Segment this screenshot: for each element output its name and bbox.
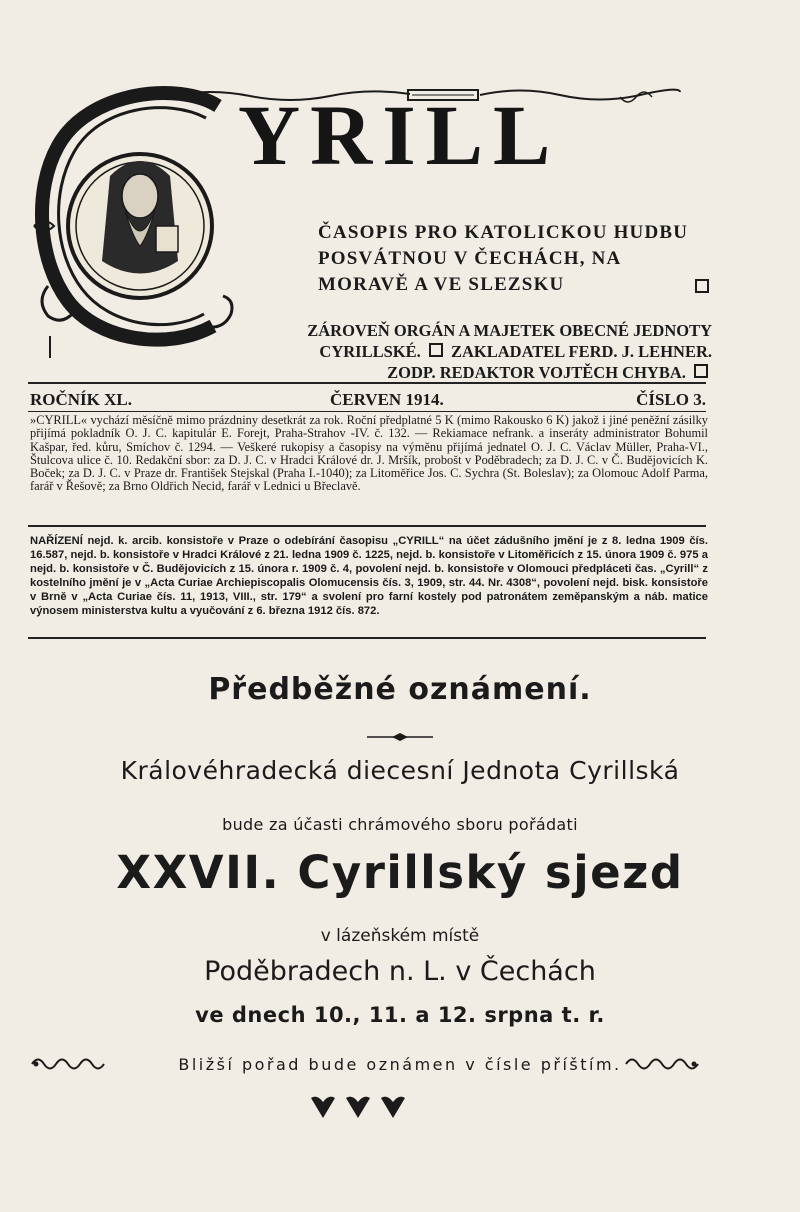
- announcement-line: bude za účasti chrámového sboru pořádati: [222, 815, 578, 834]
- subtitle-line: MORAVĚ A VE SLEZSKU: [318, 272, 713, 298]
- announcement-event: XXVII. Cyrillský sjezd: [116, 846, 684, 899]
- saint-portrait-initial-icon: [28, 86, 243, 358]
- square-ornament-icon: [429, 343, 443, 357]
- divider: [28, 411, 706, 412]
- square-ornament-icon: [694, 364, 708, 378]
- announcement-more-info: Bližší pořad bude oznámen v čísle příštím.: [178, 1055, 622, 1074]
- dash-ornament-icon: [367, 732, 433, 742]
- subscription-info: »CYRILL« vychází měsíčně mimo prázdniny desetkrát za rok. Roční předplatné 5 K (mimo Rakousko 6 K) jakož i jiné peněžní zásilky přijímá pokladník O. J. C. kapitulár E. Forejt, Praha-Strahov -IV. č. 132. — Rekiamace nefrank. a inseráty administrator Bohumil Kašpar, řed. kůru, Smíchov č. 1294. — Veškeré rukopisy a časopisy na výměnu přijímá jednatel O. J. C. Václav Müller, Praha-VI., Štulcova ulice č. 10. Redakční sbor: za D. J. C. v Hradci Králové dr. J. Mršík, probošt v Poděbradech; za D. J. C. v Č. Budějovicích K. Boček; za D. J. C. v Praze dr. František Stejskal (Praha I.-1040); za Litoměřice Jos. C. Sychra (St. Boleslav); za Olomouc Adolf Parma, farář v Řešově; za Brno Oldřich Necid, farář v Lednici u Břeclavě.: [30, 413, 708, 494]
- volume-label: ROČNÍK XL.: [30, 390, 133, 409]
- organ-line: ZODP. REDAKTOR VOJTĚCH CHYBA.: [250, 362, 712, 383]
- divider: [28, 637, 706, 639]
- issue-number: ČÍSLO 3.: [636, 390, 706, 409]
- subtitle-line: ČASOPIS PRO KATOLICKOU HUDBU: [318, 222, 689, 243]
- announcement-organization: Královéhradecká diecesní Jednota Cyrillská: [120, 756, 680, 785]
- square-ornament-icon: [695, 279, 709, 293]
- issue-date: ČERVEN 1914.: [330, 390, 444, 409]
- divider: [28, 525, 706, 527]
- flourish-right-icon: [622, 1053, 700, 1075]
- journal-title: YRILL: [238, 87, 561, 183]
- organ-line: CYRILLSKÉ. ZAKLADATEL FERD. J. LEHNER.: [319, 342, 712, 361]
- consistory-notice: NAŘÍZENÍ nejd. k. arcib. konsistoře v Praze o odebírání časopisu „CYRILL“ na účet zádušního jmění je z 8. ledna 1909 čís. 16.587, nejd. b. konsistoře v Hradci Králové z 21. ledna 1909 č. 1225, nejd. b. konsistoře v Litoměřicích z 15. února 1909 č. 975 a nejd. b. konsistoře v Č. Budějovicích z 15. února r. 1909 č. 4, povolení nejd. b. konsistoře v Olomouci předpláceti čas. „Cyrill“ z kostelního jmění je v „Acta Curiae Archiepiscopalis Olomucensis čís. 3, 1909, str. 44. Nr. 4308“, povolení nejd. bisk. konsistoře v Brně v „Acta Curiae čís. 11, 1913, VIII., str. 179“ a svolení pro farní kostely pod patronátem zeměpanským a náb. matice výnosem ministerstva kultu a vyučování z 6. března 1912 čís. 872.: [30, 535, 708, 617]
- announcement-dates: ve dnech 10., 11. a 12. srpna t. r.: [195, 1003, 605, 1027]
- announcement-place-intro: v lázeňském místě: [320, 926, 480, 946]
- divider: [28, 382, 706, 384]
- announcement-heading: Předběžné oznámení.: [208, 672, 592, 707]
- journal-subtitle: [318, 220, 713, 298]
- organ-line: ZÁROVEŇ ORGÁN A MAJETEK OBECNÉ JEDNOTY: [307, 321, 712, 340]
- heart-ornaments-icon: [305, 1094, 415, 1122]
- organ-statement: [250, 320, 712, 383]
- subtitle-line: POSVÁTNOU V ČECHÁCH, NA: [318, 248, 622, 269]
- announcement-place: Poděbradech n. L. v Čechách: [204, 956, 596, 987]
